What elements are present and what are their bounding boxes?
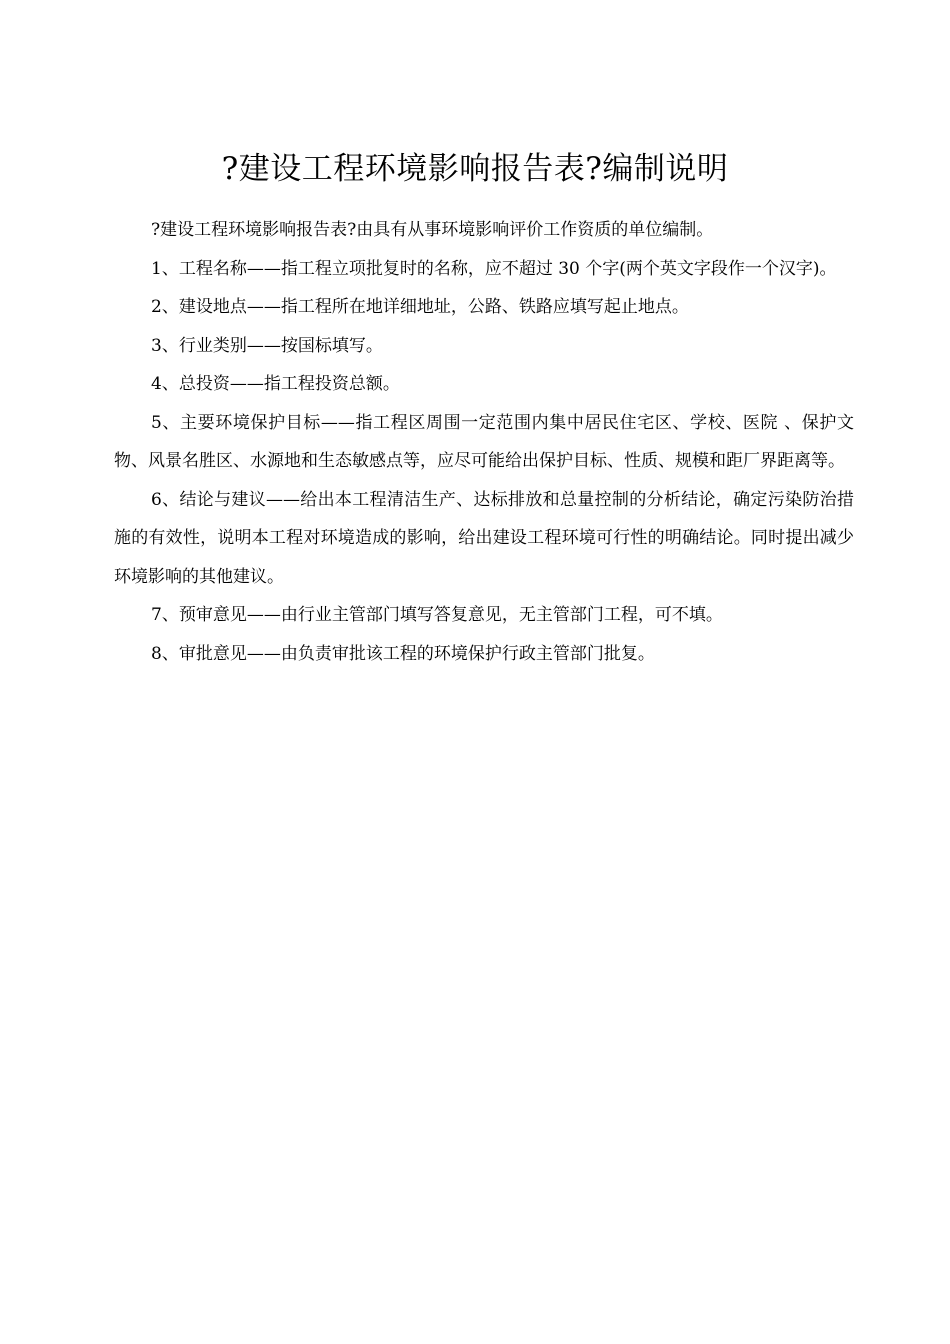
item-approval-opinion: 8、审批意见——由负责审批该工程的环境保护行政主管部门批复。 [151,643,655,664]
intro-paragraph: ?建设工程环境影响报告表?由具有从事环境影响评价工作资质的单位编制。 [151,220,714,240]
item-construction-site: 2、建设地点——指工程所在地详细地址，公路、铁路应填写起止地点。 [151,297,689,317]
item-preliminary-review: 7、预审意见——由行业主管部门填写答复意见，无主管部门工程，可不填。 [151,605,723,625]
item-protection-targets: 5、主要环境保护目标——指工程区周围一定范围内集中居民住宅区、学校、医院 、保护文物、风景名胜区、水源地和生态敏感点等，应尽可能给出保护目标、性质、规模和距厂界距离等。 [114,412,854,471]
document-title: ?建设工程环境影响报告表?编制说明 [221,151,729,187]
document-body [114,211,854,673]
item-conclusions: 6、结论与建议——给出本工程清洁生产、达标排放和总量控制的分析结论，确定污染防治措施的有效性，说明本工程对环境造成的影响，给出建设工程环境可行性的明确结论。同时提出减少环境影响的其他建议。 [114,489,854,587]
item-total-investment: 4、总投资——指工程投资总额。 [151,374,400,394]
item-industry-category: 3、行业类别——按国标填写。 [151,335,383,356]
item-project-name: 1、工程名称——指工程立项批复时的名称，应不超过 30 个字(两个英文字段作一个汉字)。 [151,258,837,279]
